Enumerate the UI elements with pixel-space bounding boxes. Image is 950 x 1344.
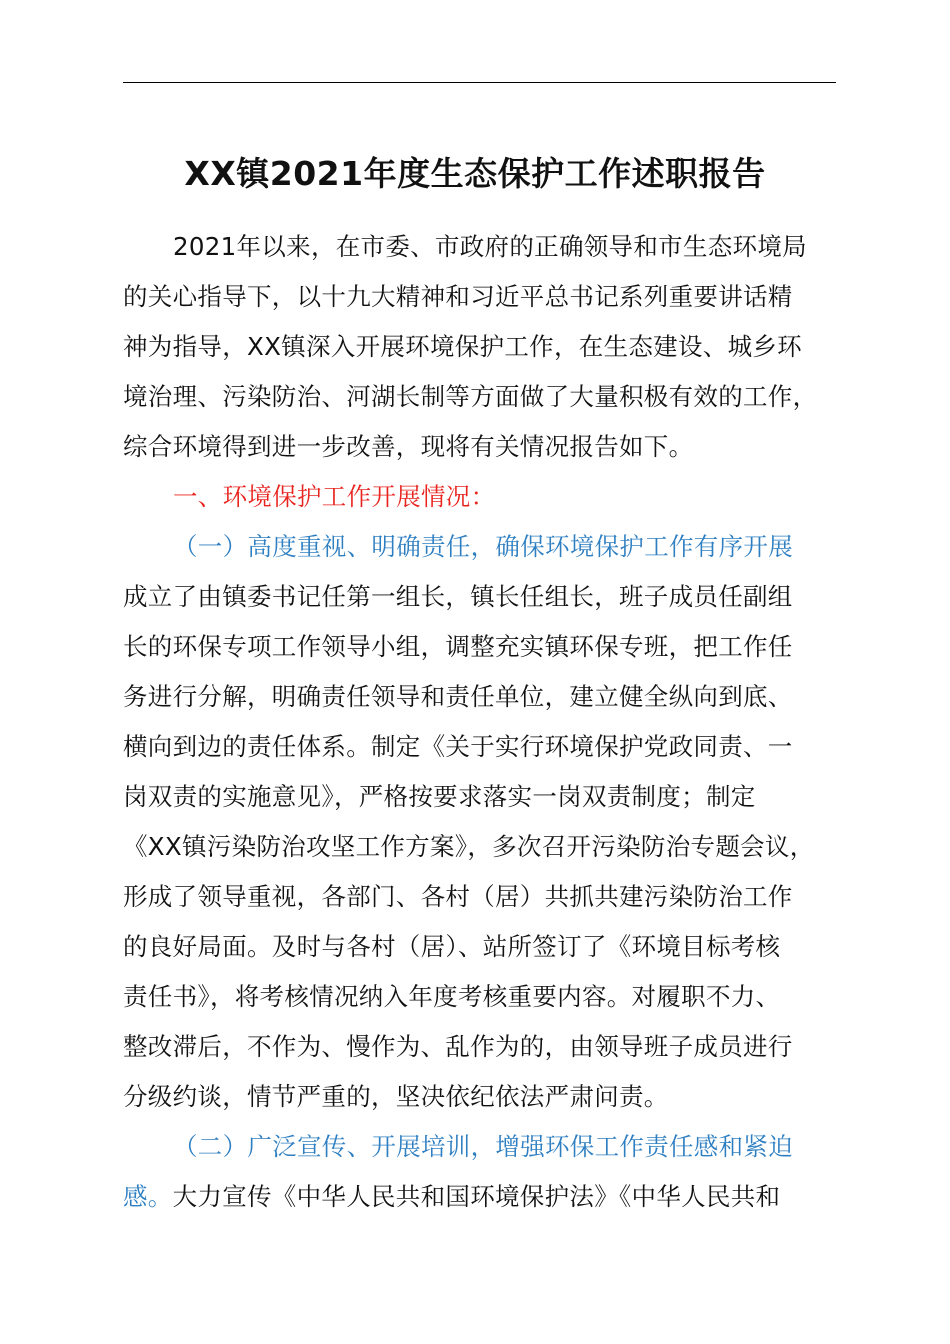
- paragraph-line: 综合环境得到进一步改善，现将有关情况报告如下。: [123, 432, 694, 461]
- paragraph-line: 横向到边的责任体系。制定《关于实行环境保护党政同责、一: [123, 732, 793, 761]
- paragraph-line: 长的环保专项工作领导小组，调整充实镇环保专班，把工作任: [123, 632, 793, 661]
- paragraph-line: [123, 1172, 780, 1222]
- paragraph-line: 责任书》，将考核情况纳入年度考核重要内容。对履职不力、: [123, 982, 781, 1011]
- subsection-heading: （二）广泛宣传、开展培训，增强环保工作责任感和紧迫: [173, 1132, 793, 1161]
- paragraph-line: 岗双责的实施意见》，严格按要求落实一岗双责制度；制定: [123, 782, 756, 811]
- paragraph-line: 《XX镇污染防治攻坚工作方案》，多次召开污染防治专题会议，: [123, 832, 815, 861]
- paragraph-line: 2021年以来，在市委、市政府的正确领导和市生态环境局: [173, 232, 807, 261]
- paragraph-line: 形成了领导重视，各部门、各村（居）共抓共建污染防治工作: [123, 882, 793, 911]
- header-rule: [123, 82, 836, 83]
- paragraph-text: 大力宣传《中华人民共和国环境保护法》《中华人民共和: [172, 1182, 781, 1211]
- paragraph-line: 境治理、污染防治、河湖长制等方面做了大量积极有效的工作，: [123, 382, 818, 411]
- paragraph-line: 整改滞后，不作为、慢作为、乱作为的，由领导班子成员进行: [123, 1032, 793, 1061]
- paragraph-line: 的关心指导下，以十九大精神和习近平总书记系列重要讲话精: [123, 282, 793, 311]
- subsection-heading-end: 感。: [123, 1182, 173, 1211]
- page-title: XX镇2021年度生态保护工作述职报告: [184, 154, 766, 193]
- paragraph-line: 成立了由镇委书记任第一组长，镇长任组长，班子成员任副组: [123, 582, 793, 611]
- subsection-heading: （一）高度重视、明确责任，确保环境保护工作有序开展: [173, 532, 793, 561]
- paragraph-line: 神为指导，XX镇深入开展环境保护工作，在生态建设、城乡环: [123, 332, 802, 361]
- paragraph-line: 务进行分解，明确责任领导和责任单位，建立健全纵向到底、: [123, 682, 793, 711]
- paragraph-line: 分级约谈，情节严重的，坚决依纪依法严肃问责。: [123, 1082, 669, 1111]
- section-heading: 一、环境保护工作开展情况：: [173, 482, 496, 511]
- paragraph-line: 的良好局面。及时与各村（居）、站所签订了《环境目标考核: [123, 932, 781, 961]
